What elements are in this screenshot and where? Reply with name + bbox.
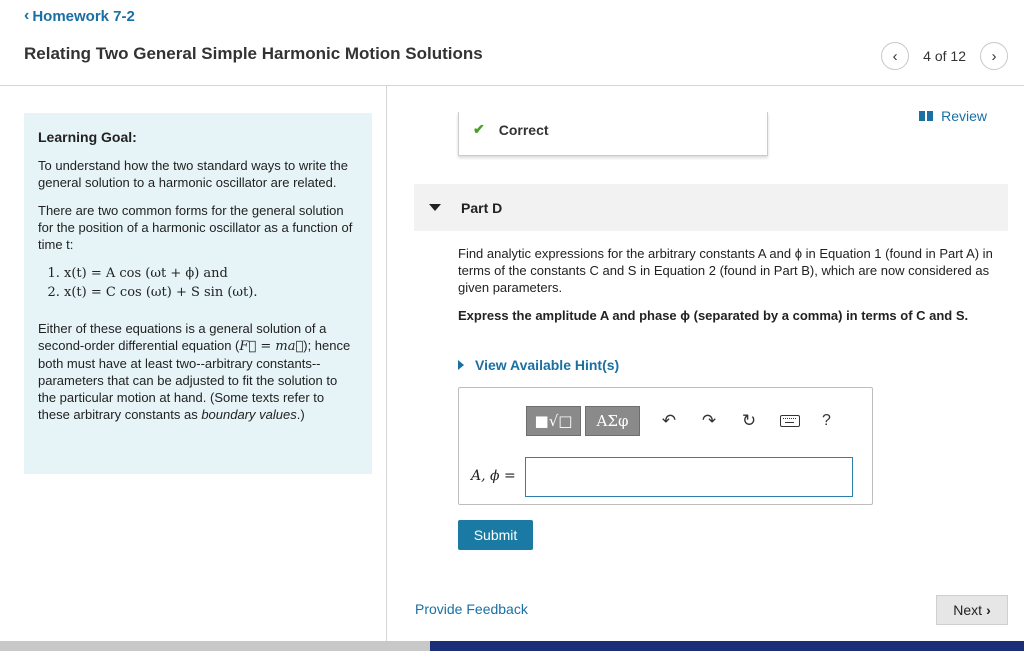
chevron-right-icon: › bbox=[991, 47, 997, 65]
review-link[interactable] bbox=[919, 108, 987, 124]
keyboard-icon[interactable] bbox=[780, 415, 800, 427]
learning-goal-box bbox=[24, 113, 372, 474]
text-segment: Either of these equations is a general solution of a second-order differential equation ( bbox=[38, 321, 327, 353]
greek-symbols-button[interactable]: ΑΣφ bbox=[585, 406, 640, 436]
right-column bbox=[388, 86, 1024, 651]
equals-sign: = bbox=[504, 468, 516, 484]
breadcrumb-homework[interactable] bbox=[24, 7, 135, 25]
answer-box bbox=[458, 387, 873, 505]
breadcrumb-label: Homework 7-2 bbox=[32, 7, 135, 25]
pager bbox=[881, 42, 1008, 70]
left-column bbox=[0, 86, 387, 651]
text-segment: ); hence both must have at least two--arbitrary constants--parameters that can be adjusted to fit the solution to the particular motion at hand. (Some texts refer to these arbitrary constants as bbox=[38, 338, 351, 422]
math-inline: F⃗ = ma⃗ bbox=[239, 339, 304, 354]
reset-icon[interactable]: ↻ bbox=[741, 411, 757, 430]
previous-part-correct bbox=[458, 112, 768, 156]
caret-down-icon[interactable] bbox=[429, 204, 441, 211]
part-label: Part D bbox=[461, 199, 503, 216]
next-label: Next bbox=[953, 602, 983, 618]
bottom-strip-right bbox=[430, 641, 1024, 651]
prev-item-button[interactable] bbox=[881, 42, 909, 70]
question-text: Find analytic expressions for the arbitrary constants A and ϕ in Equation 1 (found in Part A) in terms of the constants C and S in Equation 2 (found in Part B), which are now considered as given parameters. bbox=[458, 246, 993, 295]
review-label: Review bbox=[941, 108, 987, 124]
undo-icon[interactable]: ↶ bbox=[661, 411, 677, 430]
learning-goal-paragraph: To understand how the two standard ways to write the general solution to a harmonic oscillator are related. bbox=[38, 158, 349, 190]
emphasis-text: boundary values bbox=[201, 407, 297, 422]
submit-button[interactable]: Submit bbox=[458, 520, 533, 550]
help-icon[interactable]: ? bbox=[822, 412, 831, 429]
learning-goal-title: Learning Goal: bbox=[38, 129, 137, 145]
view-hints-link[interactable] bbox=[458, 357, 619, 373]
answer-variable: A, ϕ bbox=[471, 468, 500, 484]
check-icon: ✔ bbox=[473, 121, 485, 137]
chevron-right-icon: › bbox=[986, 602, 991, 618]
math-toolbar bbox=[526, 406, 831, 436]
equation-list bbox=[64, 264, 358, 302]
learning-goal-paragraph bbox=[38, 320, 358, 423]
chevron-left-icon: ‹ bbox=[24, 7, 30, 24]
equation-2: 2. x(t) = C cos (ωt) + S sin (ωt). bbox=[64, 283, 358, 302]
templates-button[interactable]: ■√□ bbox=[526, 406, 581, 436]
bottom-strip-left bbox=[0, 641, 430, 651]
provide-feedback-link[interactable]: Provide Feedback bbox=[415, 601, 528, 617]
chevron-left-icon: ‹ bbox=[892, 47, 898, 65]
book-icon bbox=[919, 111, 933, 121]
text-segment: .) bbox=[296, 407, 305, 422]
caret-right-icon bbox=[458, 360, 464, 370]
answer-label bbox=[471, 468, 516, 484]
redo-icon[interactable]: ↷ bbox=[701, 411, 717, 430]
top-header bbox=[0, 0, 1024, 86]
answer-input[interactable] bbox=[525, 457, 853, 497]
page-title: Relating Two General Simple Harmonic Motion Solutions bbox=[24, 44, 483, 63]
next-item-button[interactable] bbox=[980, 42, 1008, 70]
next-button[interactable] bbox=[936, 595, 1008, 625]
learning-goal-paragraph: There are two common forms for the general solution for the position of a harmonic oscillator as a function of time t: bbox=[38, 203, 353, 252]
pager-text: 4 of 12 bbox=[923, 48, 966, 64]
hints-label: View Available Hint(s) bbox=[475, 357, 620, 373]
equation-1: 1. x(t) = A cos (ωt + ϕ) and bbox=[64, 264, 358, 283]
part-header[interactable] bbox=[414, 184, 1008, 231]
correct-status: Correct bbox=[498, 121, 549, 138]
instruction-text: Express the amplitude A and phase ϕ (separated by a comma) in terms of C and S. bbox=[458, 308, 969, 323]
